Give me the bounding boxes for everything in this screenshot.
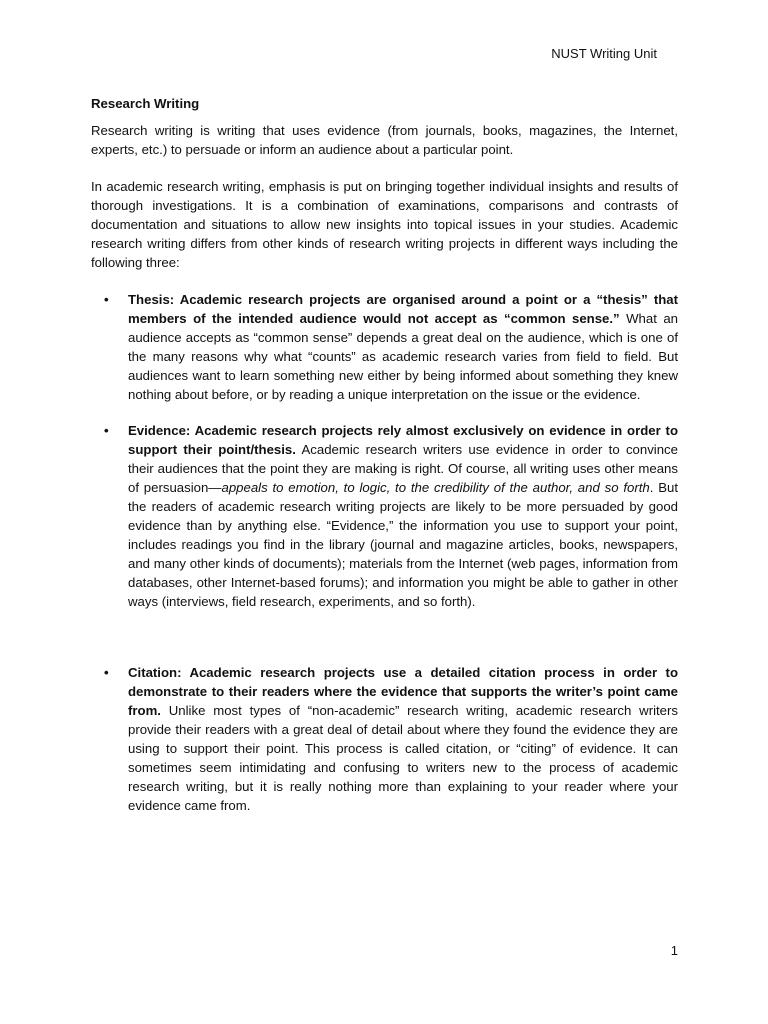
page-number: 1 (670, 943, 678, 958)
bullet-dot-icon: • (104, 292, 109, 307)
bullet-evidence-text-2: . But the readers of academic research writing projects are likely to be more persuaded by good evidence than by anything else. “Evidence,” the information you use to support your point, includes readings you find in the library (journal and magazine articles, books, newspapers, and many other kinds of documents); materials from the Internet (web pages, information from databases, other Internet-based forums); and information you might be able to gather in other ways (interviews, field research, experiments, and so forth). (128, 480, 678, 609)
bullet-evidence (91, 421, 678, 611)
bullet-thesis-heading: Thesis: Academic research projects are organised around a point or a “thesis” that members of the intended audience would not accept as “common sense.” (128, 292, 678, 326)
bullet-citation (91, 663, 678, 815)
document-title: Research Writing (91, 96, 200, 111)
bullet-list (91, 290, 678, 815)
bullet-evidence-italic: appeals to emotion, to logic, to the credibility of the author, and so forth (221, 480, 650, 495)
bullet-evidence-text-1: Academic research writers use evidence in order to convince their audiences that the point they are making is right. Of course, all writing uses other means of persuasion— (128, 442, 678, 495)
bullet-citation-heading: Citation: Academic research projects use a detailed citation process in order to demonstrate to their readers where the evidence that supports the writer’s point came from. (128, 665, 678, 718)
bullet-thesis-text: What an audience accepts as “common sense” depends a great deal on the audience, which is one of the many reasons why what “counts” as academic research varies from field to field. But audiences want to learn something new either by being informed about something they knew nothing about before, or by reading a unique interpretation on the issue or the evidence. (128, 311, 678, 402)
context-paragraph: In academic research writing, emphasis is put on bringing together individual insights and results of thorough investigations. It is a combination of examinations, comparisons and contrasts of documentation and situations to allow new insights into topical issues in your studies. Academic research writing differs from other kinds of research writing projects in different ways including the following three: (91, 179, 678, 270)
intro-paragraph: Research writing is writing that uses evidence (from journals, books, magazines, the Internet, experts, etc.) to persuade or inform an audience about a particular point. (91, 123, 678, 157)
bullet-citation-text: Unlike most types of “non-academic” research writing, academic research writers provide their readers with a great deal of detail about where they found the evidence they are using to support their point. This process is called citation, or “citing” of evidence. It can sometimes seem intimidating and confusing to writers new to the process of academic research writing, but it is really nothing more than explaining to your reader where your evidence came from. (128, 703, 678, 813)
document-body (91, 94, 678, 815)
bullet-thesis (91, 290, 678, 404)
bullet-dot-icon: • (104, 665, 109, 680)
header-unit-name: NUST Writing Unit (551, 46, 657, 61)
bullet-evidence-heading: Evidence: Academic research projects rely almost exclusively on evidence in order to support their point/thesis. (128, 423, 678, 457)
bullet-dot-icon: • (104, 423, 109, 438)
